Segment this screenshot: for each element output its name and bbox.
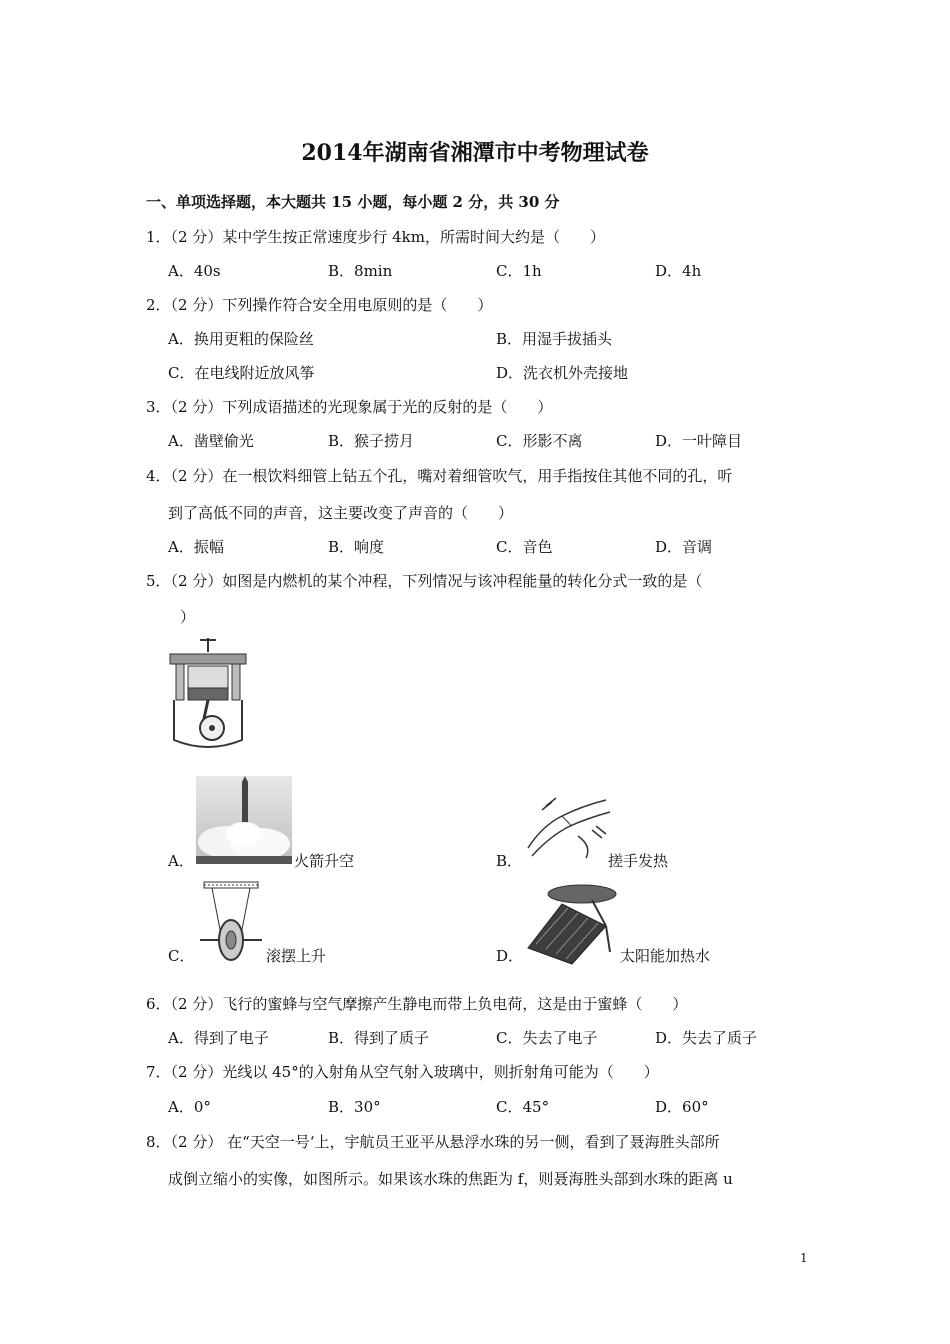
question-8-stem: 8．（2 分） 在“天空一号‘上，宇航员王亚平从悬浮水珠的另一侧，看到了聂海胜头部所 [146,1133,720,1151]
question-7-option-b: B．30° [328,1098,381,1116]
question-2-option-c: C．在电线附近放风筝 [168,364,315,382]
question-6-stem: 6．（2 分）飞行的蜜蜂与空气摩擦产生静电而带上负电荷，这是由于蜜蜂（ ） [146,995,688,1013]
question-5-option-b: B． [496,852,523,870]
question-3-option-c: C．形影不离 [496,432,583,450]
question-6-option-a: A．得到了电子 [168,1029,269,1047]
question-1-option-b: B．8min [328,262,393,280]
question-2-option-d: D．洗衣机外壳接地 [496,364,629,382]
question-5-stem: 5．（2 分）如图是内燃机的某个冲程，下列情况与该冲程能量的转化分式一致的是（ [146,572,703,590]
question-1-option-a: A．40s [168,262,221,280]
question-5-option-a: A． [168,852,194,870]
question-3-option-d: D．一叶障目 [655,432,743,450]
question-1-option-d: D．4h [655,262,702,280]
solar-water-heater-figure [522,882,618,966]
question-4-option-c: C．音色 [496,538,553,556]
question-5-option-d: D． [496,947,524,965]
question-2-option-a: A．换用更粗的保险丝 [168,330,314,348]
question-1-stem: 1．（2 分）某中学生按正常速度步行 4km，所需时间大约是（ ） [146,228,605,246]
question-7-option-d: D．60° [655,1098,709,1116]
question-7-option-a: A．0° [168,1098,211,1116]
question-4-stem: 4．（2 分）在一根饮料细管上钻五个孔，嘴对着细管吹气，用手指按住其他不同的孔，听 [146,467,733,485]
section-heading: 一、单项选择题，本大题共 15 小题，每小题 2 分，共 30 分 [146,193,560,211]
maxwell-wheel-figure [196,880,266,962]
question-6-option-b: B．得到了质子 [328,1029,430,1047]
question-5-caption-d: 太阳能加热水 [620,947,711,965]
question-5-caption-a: 火箭升空 [294,852,355,870]
engine-stroke-figure [164,636,254,752]
question-8-stem-continued: 成倒立缩小的实像，如图所示。如果该水珠的焦距为 f，则聂海胜头部到水珠的距离 u [168,1170,733,1188]
question-7-option-c: C．45° [496,1098,550,1116]
question-5-stem-continued: ） [180,608,196,626]
question-4-option-b: B．响度 [328,538,385,556]
question-2-stem: 2．（2 分）下列操作符合安全用电原则的是（ ） [146,296,493,314]
question-2-option-b: B．用湿手拔插头 [496,330,613,348]
question-5-option-c: C． [168,947,195,965]
question-1-option-c: C．1h [496,262,542,280]
rubbing-hands-figure [522,786,618,866]
question-3-option-a: A．凿壁偷光 [168,432,254,450]
question-6-option-c: C．失去了电子 [496,1029,598,1047]
question-3-option-b: B．猴子捞月 [328,432,415,450]
question-7-stem: 7．（2 分）光线以 45°的入射角从空气射入玻璃中，则折射角可能为（ ） [146,1063,659,1081]
question-3-stem: 3．（2 分）下列成语描述的光现象属于光的反射的是（ ） [146,398,553,416]
question-4-stem-continued: 到了高低不同的声音，这主要改变了声音的（ ） [168,504,514,522]
question-4-option-a: A．振幅 [168,538,224,556]
rocket-launch-figure [196,776,292,864]
question-5-caption-c: 滚摆上升 [266,947,327,965]
question-5-caption-b: 搓手发热 [608,852,669,870]
page-number: 1 [800,1251,808,1265]
question-4-option-d: D．音调 [655,538,713,556]
page-title: 2014年湖南省湘潭市中考物理试卷 [301,140,649,166]
question-6-option-d: D．失去了质子 [655,1029,758,1047]
